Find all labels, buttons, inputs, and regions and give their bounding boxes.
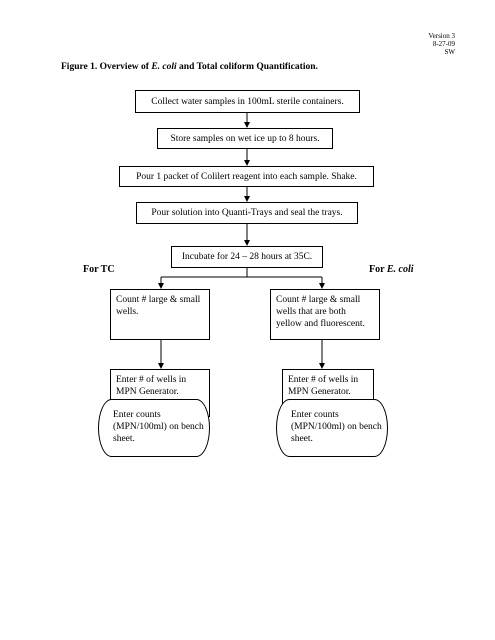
label-for-ecoli: [369, 264, 414, 275]
ecoli-record-terminal: [276, 399, 388, 457]
tc-enter-text: Enter # of wells in MPN Generator.: [116, 375, 187, 397]
tc-record-text: Enter counts (MPN/100ml) on bench sheet.: [113, 410, 204, 444]
tc-count-text: Count # large & small wells.: [116, 295, 201, 317]
step-collect-text: Collect water samples in 100mL sterile containers.: [151, 96, 344, 107]
figure-title-italic: E. coli: [151, 62, 177, 72]
step-collect-box: [135, 90, 360, 113]
step-pour-solution-box: [136, 202, 358, 224]
figure-title-suffix: and Total coliform Quantification.: [176, 62, 318, 72]
ecoli-count-box: [270, 289, 380, 340]
step-store-box: [157, 128, 333, 149]
version-label: Version 3: [428, 32, 455, 40]
step-pour-reagent-box: [119, 166, 374, 187]
step-incubate-box: [171, 246, 323, 268]
tc-count-box: [110, 289, 210, 340]
step-pour-solution-text: Pour solution into Quanti-Trays and seal the trays.: [151, 208, 343, 218]
step-incubate-text: Incubate for 24 – 28 hours at 35C.: [181, 252, 313, 262]
version-initials: SW: [444, 48, 455, 56]
label-for-tc: For TC: [83, 264, 115, 275]
figure-title-prefix: Figure 1. Overview of: [61, 62, 152, 72]
step-pour-reagent-text: Pour 1 packet of Colilert reagent into each sample. Shake.: [136, 171, 357, 182]
version-date: 8-27-09: [432, 40, 455, 48]
label-for-ecoli-prefix: For: [369, 264, 387, 275]
ecoli-enter-text: Enter # of wells in MPN Generator.: [288, 375, 359, 397]
tc-record-terminal: [98, 399, 210, 457]
ecoli-record-text: Enter counts (MPN/100ml) on bench sheet.: [291, 410, 382, 444]
step-store-text: Store samples on wet ice up to 8 hours.: [170, 133, 320, 144]
ecoli-count-text: Count # large & small wells that are both yellow and fluorescent.: [276, 295, 365, 329]
label-for-ecoli-italic: E. coli: [386, 264, 414, 275]
